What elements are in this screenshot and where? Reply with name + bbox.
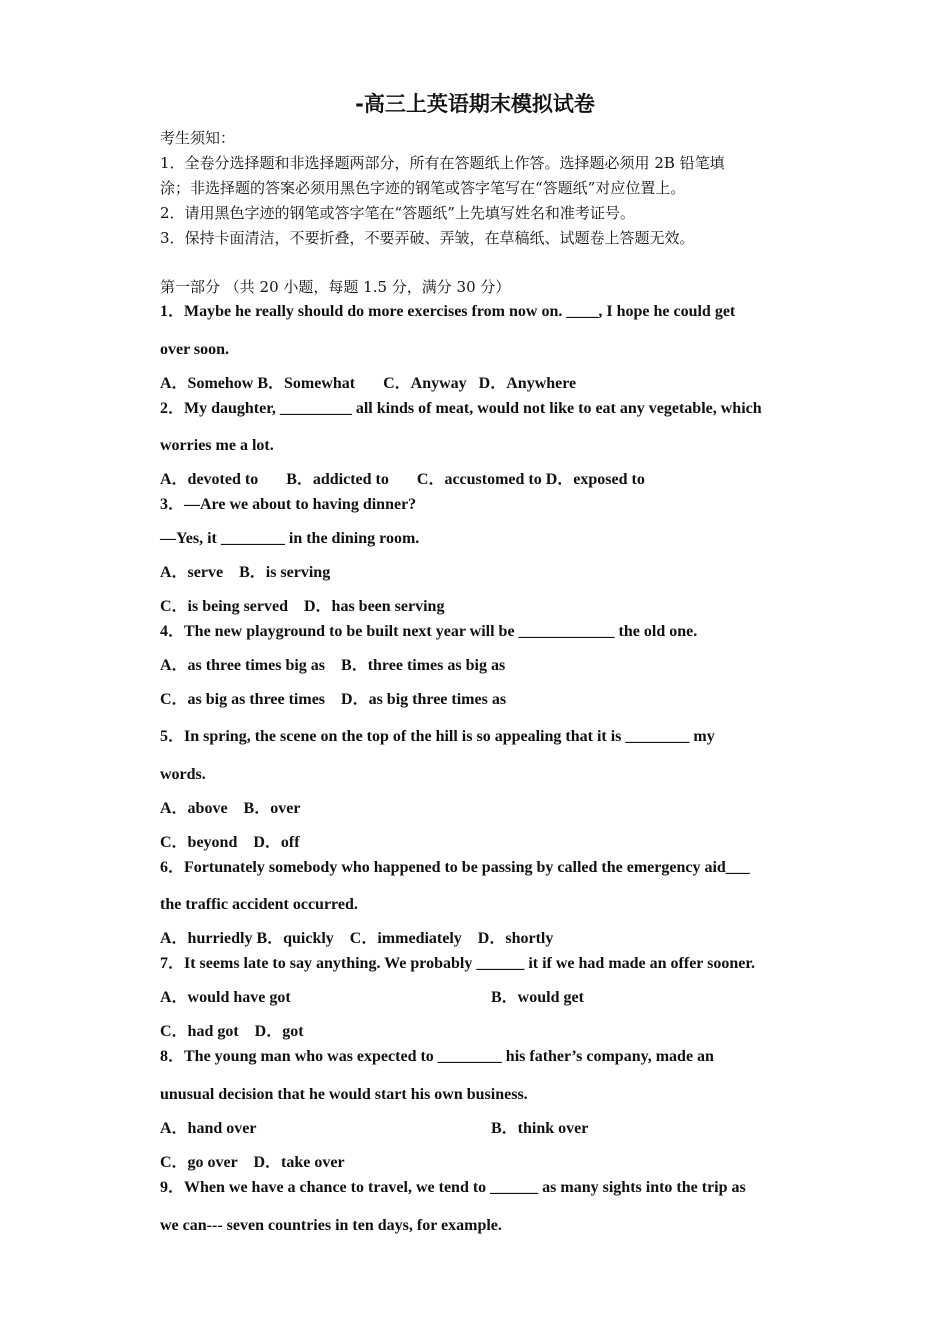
question-2-stem: 2．My daughter, _________ all kinds of meat, would not like to eat any vegetable, which bbox=[160, 400, 762, 417]
section-heading: 第一部分 （共 20 小题，每题 1.5 分，满分 30 分） bbox=[160, 278, 511, 296]
question-3-options-ab: A．serve B．is serving bbox=[160, 564, 331, 581]
question-6-options: A．hurriedly B．quickly C．immediately D．shortly bbox=[160, 930, 554, 947]
page-title: -高三上英语期末模拟试卷 bbox=[355, 92, 595, 116]
notice-item-2: 2．请用黑色字迹的钢笔或答字笔在“答题纸”上先填写姓名和准考证号。 bbox=[160, 204, 635, 222]
notice-item-1-line-1: 1．全卷分选择题和非选择题两部分，所有在答题纸上作答。选择题必须用 2B 铅笔填 bbox=[160, 154, 725, 172]
question-9-stem: 9．When we have a chance to travel, we tend to ______ as many sights into the trip as bbox=[160, 1179, 746, 1196]
question-8-option-b: B．think over bbox=[491, 1120, 589, 1137]
question-7-stem: 7．It seems late to say anything. We probably ______ it if we had made an offer sooner. bbox=[160, 955, 755, 972]
question-9-stem-cont: we can--- seven countries in ten days, for example. bbox=[160, 1217, 502, 1234]
question-1-stem: 1．Maybe he really should do more exercises from now on. ____, I hope he could get bbox=[160, 303, 736, 320]
question-3-stem: 3．—Are we about to having dinner? bbox=[160, 496, 417, 513]
question-8-stem: 8．The young man who was expected to ________ his father’s company, made an bbox=[160, 1048, 714, 1065]
question-2-stem-cont: worries me a lot. bbox=[160, 437, 274, 454]
question-1-stem-cont: over soon. bbox=[160, 341, 230, 358]
question-7-options-cd: C．had got D．got bbox=[160, 1023, 304, 1040]
question-3-options-cd: C．is being served D．has been serving bbox=[160, 598, 445, 615]
question-7-option-b: B．would get bbox=[491, 989, 584, 1006]
question-8-stem-cont: unusual decision that he would start his own business. bbox=[160, 1086, 528, 1103]
notice-item-1-line-2: 涂；非选择题的答案必须用黑色字迹的钢笔或答字笔写在“答题纸”对应位置上。 bbox=[160, 179, 686, 197]
question-4-stem: 4．The new playground to be built next year will be ____________ the old one. bbox=[160, 623, 698, 640]
question-8-option-a: A．hand over bbox=[160, 1120, 257, 1137]
question-5-options-cd: C．beyond D．off bbox=[160, 834, 300, 851]
question-4-options-cd: C．as big as three times D．as big three times as bbox=[160, 691, 507, 708]
question-5-stem: 5．In spring, the scene on the top of the hill is so appealing that it is ________ my bbox=[160, 728, 715, 745]
question-5-stem-cont: words. bbox=[160, 766, 206, 783]
question-7-option-a: A．would have got bbox=[160, 989, 291, 1006]
question-3-stem-cont: —Yes, it ________ in the dining room. bbox=[160, 530, 420, 547]
question-5-options-ab: A．above B．over bbox=[160, 800, 301, 817]
notice-heading: 考生须知： bbox=[160, 129, 236, 147]
question-8-options-cd: C．go over D．take over bbox=[160, 1154, 345, 1171]
question-2-options: A．devoted to B．addicted to C．accustomed to D．exposed to bbox=[160, 471, 645, 488]
notice-item-3: 3．保持卡面清洁，不要折叠，不要弄破、弄皱，在草稿纸、试题卷上答题无效。 bbox=[160, 229, 695, 247]
question-1-options: A．Somehow B．Somewhat C．Anyway D．Anywhere bbox=[160, 375, 577, 392]
question-4-options-ab: A．as three times big as B．three times as big as bbox=[160, 657, 506, 674]
question-6-stem: 6．Fortunately somebody who happened to be passing by called the emergency aid___ bbox=[160, 859, 750, 876]
question-6-stem-cont: the traffic accident occurred. bbox=[160, 896, 358, 913]
